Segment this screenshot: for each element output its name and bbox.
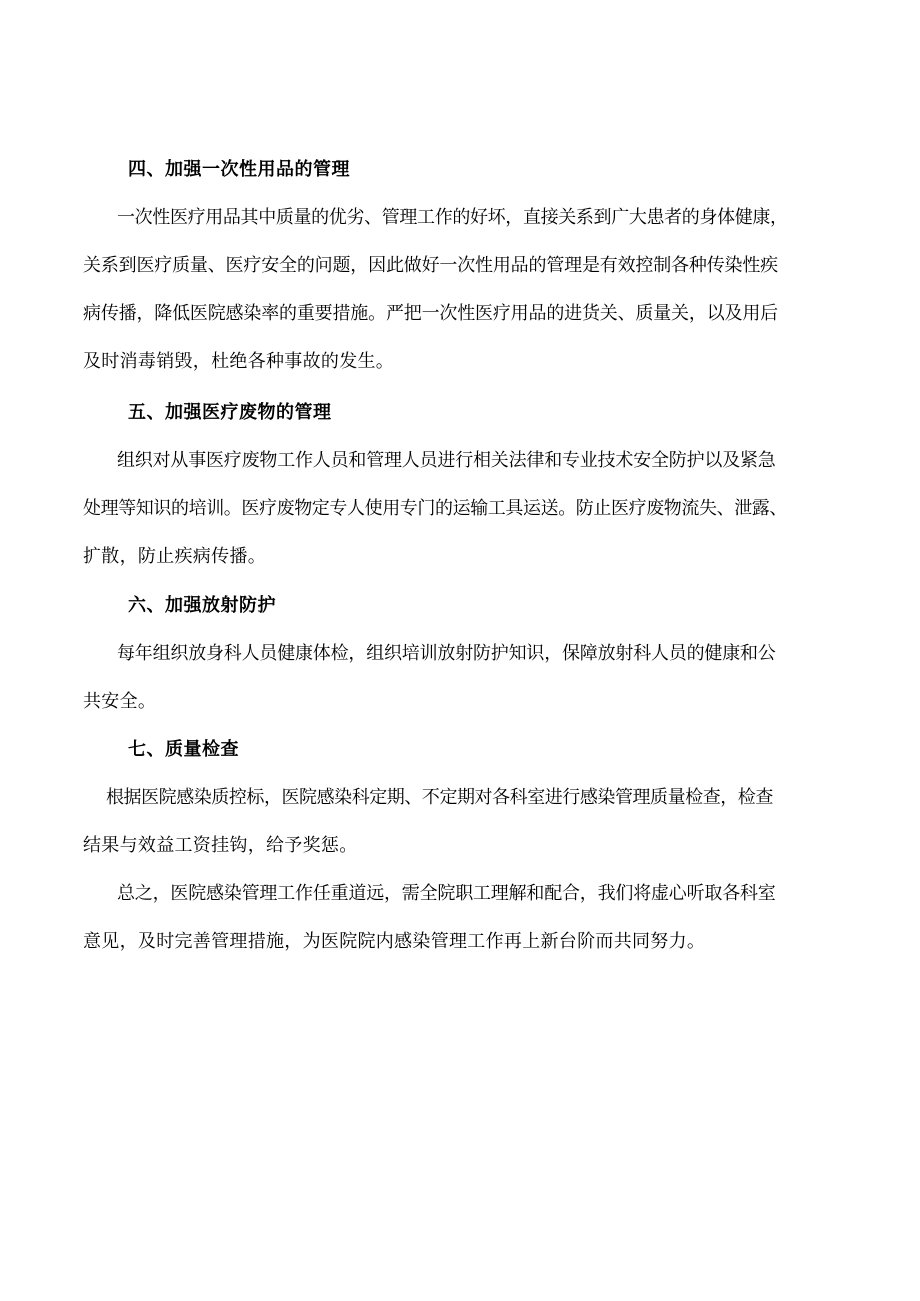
paragraph-line: 每年组织放身科人员健康体检，组织培训放射防护知识，保障放射科人员的健康和公 xyxy=(117,643,776,664)
section-heading-5: 五、加强医疗废物的管理 xyxy=(128,402,332,423)
paragraph-line: 及时消毒销毁，杜绝各种事故的发生。 xyxy=(83,351,395,372)
paragraph-line: 病传播，降低医院感染率的重要措施。严把一次性医疗用品的进货关、质量关，以及用后 xyxy=(83,303,778,324)
paragraph-line: 结果与效益工资挂钩，给予奖惩。 xyxy=(83,835,358,856)
paragraph-line: 组织对从事医疗废物工作人员和管理人员进行相关法律和专业技术安全防护以及紧急 xyxy=(117,450,776,471)
section-heading-6: 六、加强放射防护 xyxy=(128,595,276,616)
section-heading-4: 四、加强一次性用品的管理 xyxy=(128,159,350,180)
paragraph-line: 意见，及时完善管理措施，为医院院内感染管理工作再上新台阶而共同努力。 xyxy=(83,931,706,952)
paragraph-line: 关系到医疗质量、医疗安全的问题，因此做好一次性用品的管理是有效控制各种传染性疾 xyxy=(83,255,778,276)
paragraph-line: 根据医院感染质控标，医院感染科定期、不定期对各科室进行感染管理质量检查，检查 xyxy=(106,787,773,808)
section-heading-7: 七、质量检查 xyxy=(128,739,239,760)
paragraph-line: 总之，医院感染管理工作任重道远，需全院职工理解和配合，我们将虚心听取各科室 xyxy=(117,883,776,904)
paragraph-line: 处理等知识的培训。医疗废物定专人使用专门的运输工具运送。防止医疗废物流失、泄露、 xyxy=(83,498,787,519)
paragraph-line: 共安全。 xyxy=(83,691,157,712)
paragraph-line: 扩散，防止疾病传播。 xyxy=(83,546,266,567)
paragraph-line: 一次性医疗用品其中质量的优劣、管理工作的好坏，直接关系到广大患者的身体健康， xyxy=(117,207,788,228)
